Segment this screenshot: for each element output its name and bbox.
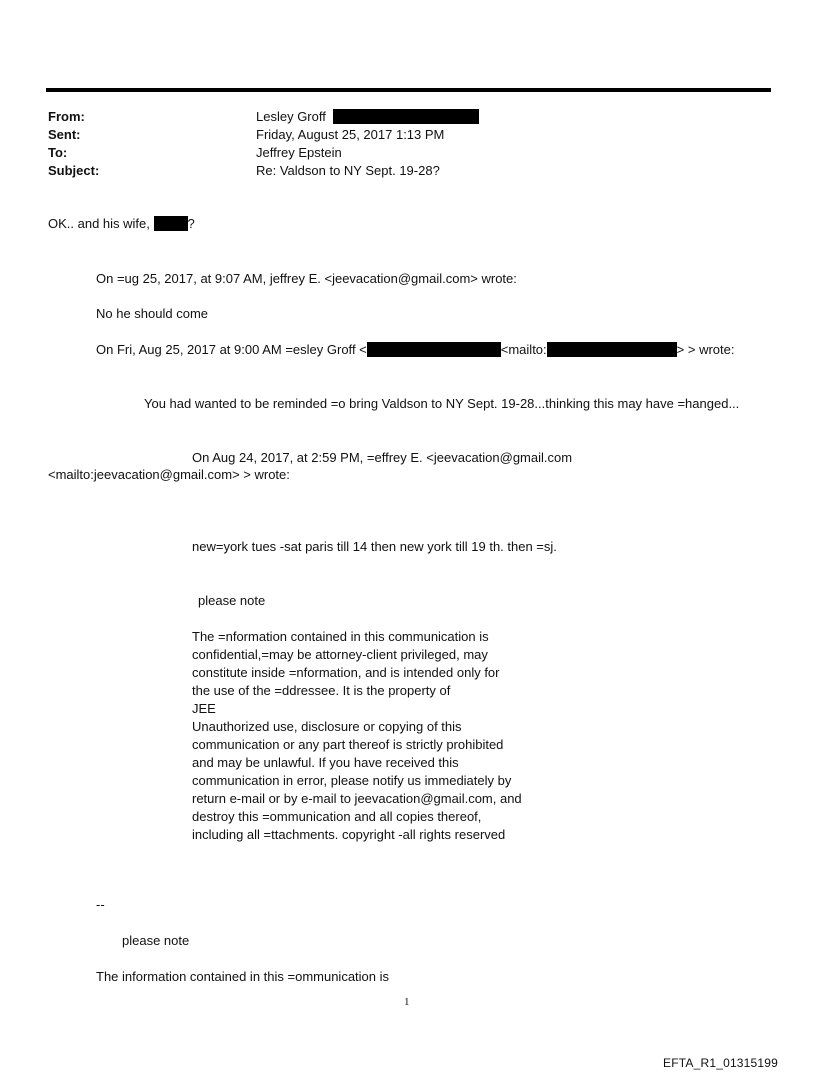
- from-name: Lesley Groff: [256, 109, 326, 124]
- disclaimer-line: confidential,=may be attorney-client privileged, may: [192, 647, 488, 662]
- disclaimer-line: the use of the =ddressee. It is the property of: [192, 683, 451, 698]
- reply-line: [48, 216, 195, 232]
- header-rule: [46, 88, 771, 92]
- reply-question-mark: ?: [187, 216, 195, 231]
- sent-label: Sent:: [48, 127, 81, 142]
- disclaimer-line: destroy this =ommunication and all copies thereof,: [192, 809, 482, 824]
- please-note-2: please note: [122, 933, 190, 948]
- quote-header-2: [96, 342, 734, 358]
- disclaimer-line: including all =ttachments. copyright -all rights reserved: [192, 827, 506, 842]
- disclaimer-line: return e-mail or by e-mail to jeevacation@gmail.com, and: [192, 791, 522, 806]
- tail-line: The information contained in this =ommunication is: [96, 969, 390, 984]
- disclaimer-line: communication or any part thereof is strictly prohibited: [192, 737, 504, 752]
- reply-text: OK.. and his wife,: [48, 216, 150, 231]
- quoted-reply-1: No he should come: [96, 306, 209, 321]
- disclaimer-line: and may be unlawful. If you have received this: [192, 755, 459, 770]
- redaction-groff-email: [367, 342, 501, 357]
- to-label: To:: [48, 145, 68, 160]
- reminder-line: You had wanted to be reminded =o bring Valdson to NY Sept. 19-28...thinking this may have =hanged...: [144, 396, 740, 411]
- disclaimer-line: JEE: [192, 701, 216, 716]
- disclaimer-line: Unauthorized use, disclosure or copying of this: [192, 719, 462, 734]
- disclaimer-block: [192, 628, 522, 844]
- document-id: EFTA_R1_01315199: [663, 1056, 779, 1070]
- subject-label: Subject:: [48, 163, 100, 178]
- from-label: From:: [48, 109, 85, 124]
- subject-value: Re: Valdson to NY Sept. 19-28?: [256, 163, 440, 178]
- redaction-mailto-email: [547, 342, 677, 357]
- disclaimer-line: communication in error, please notify us immediately by: [192, 773, 512, 788]
- page-number: 1: [404, 996, 410, 1008]
- redaction-from-email: [333, 109, 479, 124]
- from-value: [256, 109, 479, 125]
- quote-header-3b: <mailto:jeevacation@gmail.com> > wrote:: [48, 467, 290, 482]
- quote-header-2-text-b: <mailto:: [500, 342, 547, 357]
- to-value: Jeffrey Epstein: [256, 145, 342, 160]
- signature-dash: --: [96, 897, 105, 912]
- quote-header-1: On =ug 25, 2017, at 9:07 AM, jeffrey E. <jeevacation@gmail.com> wrote:: [96, 271, 517, 286]
- disclaimer-line: The =nformation contained in this communication is: [192, 629, 489, 644]
- disclaimer-line: constitute inside =nformation, and is intended only for: [192, 665, 500, 680]
- quote-header-2-text-c: > > wrote:: [676, 342, 735, 357]
- quote-header-3a: On Aug 24, 2017, at 2:59 PM, =effrey E. <jeevacation@gmail.com: [192, 450, 573, 465]
- redaction-wife-name: [154, 216, 188, 231]
- please-note-1: please note: [198, 593, 266, 608]
- sent-value: Friday, August 25, 2017 1:13 PM: [256, 127, 445, 142]
- quote-header-2-text-a: On Fri, Aug 25, 2017 at 9:00 AM =esley Groff <: [96, 342, 367, 357]
- schedule-line: new=york tues -sat paris till 14 then new york till 19 th. then =sj.: [192, 539, 557, 554]
